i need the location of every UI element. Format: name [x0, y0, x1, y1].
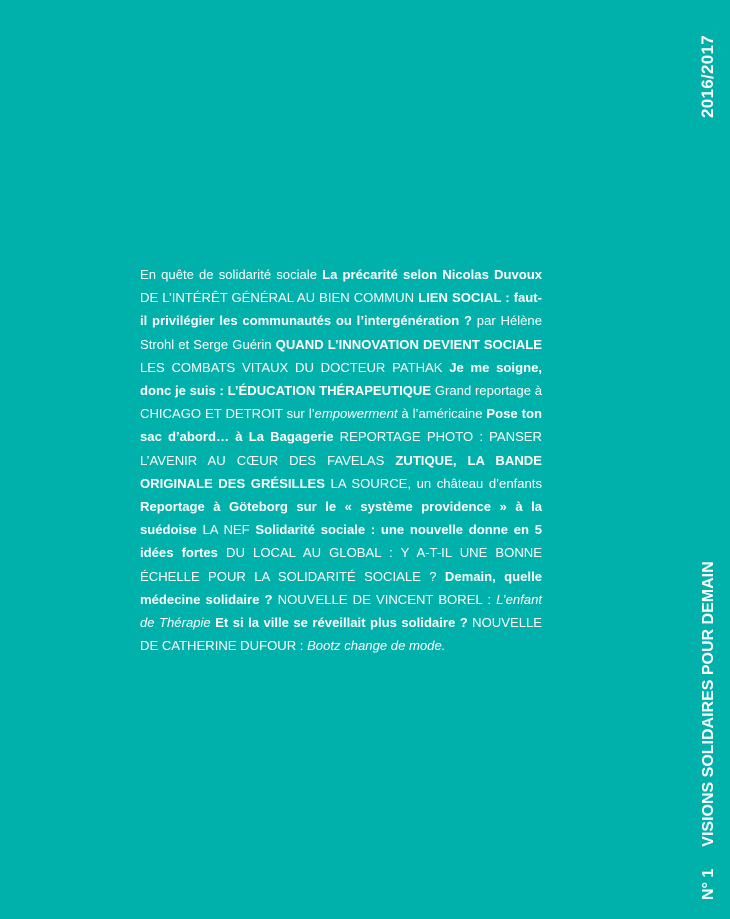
summary-segment: DE L’INTÉRÊT GÉNÉRAL AU BIEN COMMUN: [140, 290, 419, 306]
spine-year-block: [697, 18, 719, 118]
summary-segment: En quête de solidarité sociale: [140, 267, 323, 282]
spine-title-line: [696, 482, 722, 900]
summary-article-title: Demain, quelle médecine solidaire ?: [140, 568, 542, 607]
summary-segment: DU LOCAL AU GLOBAL : Y A-T-IL UNE BONNE ÉCHELLE POUR LA SOLIDARITÉ SOCIALE ?: [140, 545, 542, 584]
summary-segment: LA SOURCE, un château d’enfants: [324, 475, 542, 491]
summary-italic: L’enfant de Thérapie: [140, 591, 542, 631]
summary-segment: REPORTAGE PHOTO : PANSER L’AVENIR AU CŒUR DES FAVELAS: [140, 429, 542, 468]
summary-segment: par Hélène Strohl et Serge Guérin: [140, 313, 542, 352]
summary-segment: NOUVELLE DE VINCENT BOREL :: [272, 591, 497, 607]
summary-italic: empowerment: [314, 406, 398, 422]
summary-segment: LES COMBATS VITAUX DU DOCTEUR PATHAK: [140, 359, 450, 375]
summary-segment: NOUVELLE DE CATHERINE DUFOUR :: [140, 615, 543, 654]
summary-article-title: QUAND L’INNOVATION DEVIENT SOCIALE: [275, 336, 542, 352]
summary-article-title: La précarité selon Nicolas Duvoux: [322, 267, 542, 282]
summary-article-title: Je me soigne, donc je suis : L’ÉDUCATION THÉRAPEUTIQUE: [140, 359, 542, 399]
summary-article-title: Solidarité sociale : une nouvelle donne en 5 idées fortes: [140, 522, 542, 561]
magazine-title: VISIONS SOLIDAIRES POUR DEMAIN: [700, 561, 717, 847]
summary-article-title: Reportage à Göteborg sur le « système providence » à la suédoise: [140, 499, 542, 538]
spine-title-block: [696, 482, 722, 900]
summary-segment: à l’américaine: [397, 406, 487, 422]
issue-number: N° 1: [700, 868, 717, 900]
summary-article-title: Et si la ville se réveillait plus solidaire ?: [215, 615, 468, 631]
summary-segment: LA NEF: [196, 522, 256, 538]
summary-article-title: LIEN SOCIAL : faut-il privilégier les communautés ou l’intergénération ?: [140, 290, 542, 329]
summary-article-title: ZUTIQUE, LA BANDE ORIGINALE DES GRÉSILLES: [140, 452, 542, 491]
summary-italic: Bootz change de mode.: [307, 638, 446, 654]
spine-year: 2016/2017: [698, 34, 717, 118]
summary-text: [140, 263, 542, 657]
summary-article-title: Pose ton sac d’abord… à La Bagagerie: [140, 406, 542, 445]
summary-segment: Grand reportage à CHICAGO ET DETROIT sur l’: [140, 383, 542, 422]
